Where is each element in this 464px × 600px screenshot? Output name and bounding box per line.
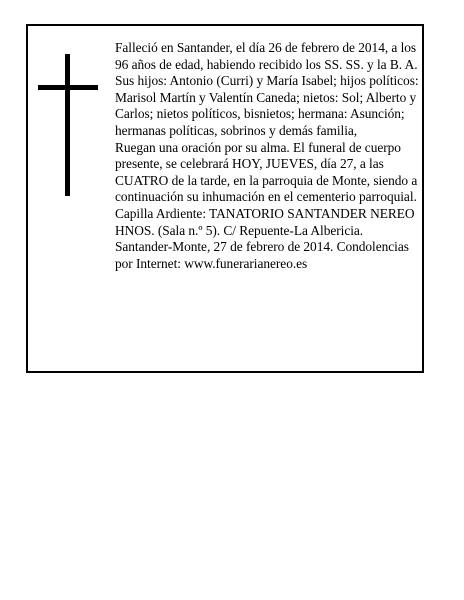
obituary-notice — [26, 24, 424, 373]
notice-paragraph-condolences: Santander-Monte, 27 de febrero de 2014. Condolencias por Internet: www.funerarianereo.es — [115, 239, 409, 271]
cross-vertical-bar — [65, 54, 70, 196]
cross-horizontal-bar — [38, 85, 98, 90]
notice-body — [115, 40, 421, 272]
notice-paragraph-family: Sus hijos: Antonio (Curri) y María Isabel; hijos políticos: Marisol Martín y Valentín Caneda; nietos: Sol; Alberto y Carlos; nietos políticos, bisnietos; hermana: Asunción; hermanas políticas, sobrinos y demás familia, — [115, 73, 419, 138]
notice-paragraph-funeral: Ruegan una oración por su alma. El funeral de cuerpo presente, se celebrará HOY, JUEVES, día 27, a las CUATRO de la tarde, en la parroquia de Monte, siendo a continuación su inhumación en el cementerio parroquial. Capilla Ardiente: TANATORIO SANTANDER NEREO HNOS. (Sala n.º 5). C/ Repuente-La Albericia. — [115, 139, 418, 238]
latin-cross-icon — [38, 54, 98, 196]
notice-paragraph-death: Falleció en Santander, el día 26 de febrero de 2014, a los 96 años de edad, habiendo recibido los SS. SS. y la B. A. — [115, 40, 418, 72]
